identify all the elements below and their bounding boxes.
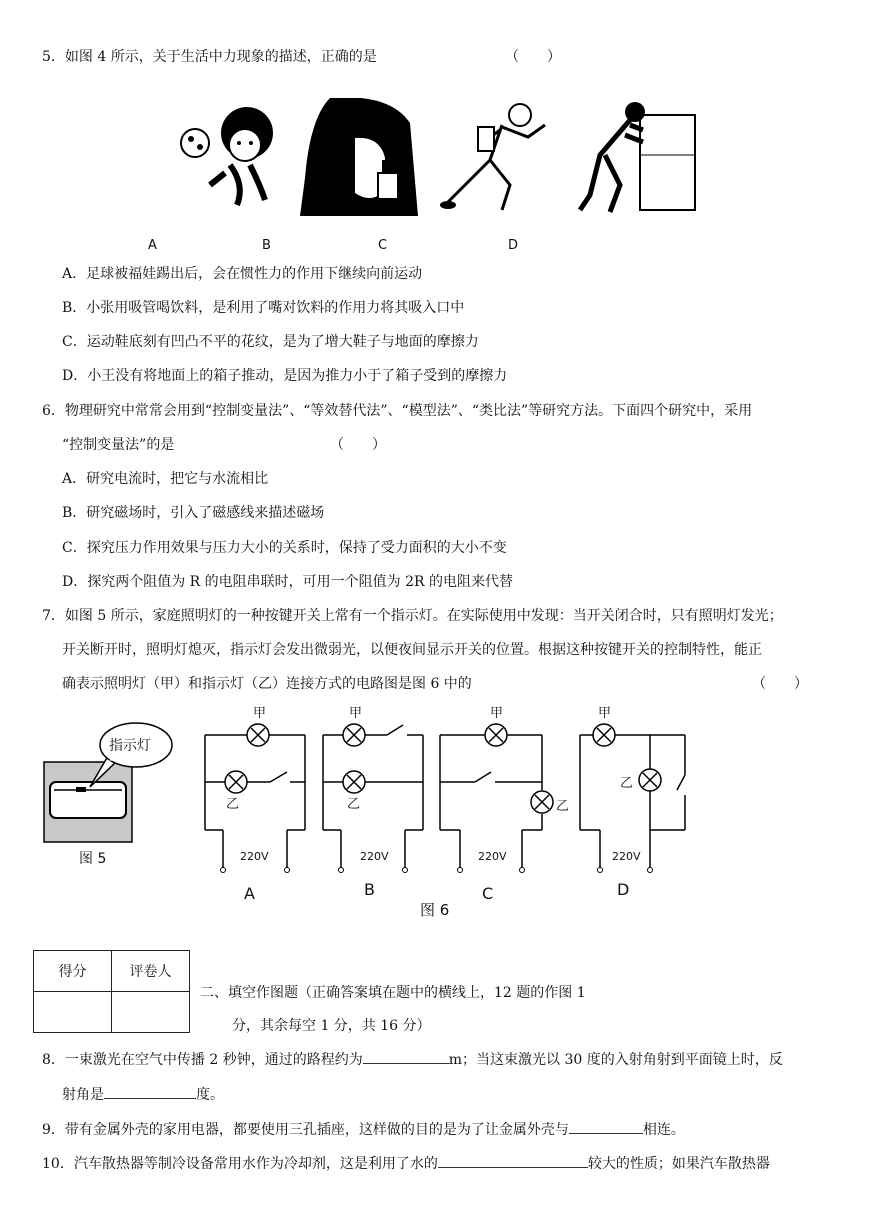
circuit-d-yi-label: 乙 bbox=[620, 776, 634, 791]
circuit-c-jia-label: 甲 bbox=[490, 706, 504, 721]
q5-answer-paren: （ ） bbox=[505, 49, 561, 65]
q8-blank-angle[interactable] bbox=[104, 1084, 196, 1099]
circuit-b-voltage: 220V bbox=[360, 850, 389, 863]
circuit-a bbox=[205, 724, 305, 868]
circuit-d-jia-label: 甲 bbox=[598, 706, 612, 721]
q9-text-1: 9．带有金属外壳的家用电器，都要使用三孔插座，这样做的目的是为了让金属外壳与 bbox=[42, 1122, 569, 1138]
grader-header: 评卷人 bbox=[112, 951, 190, 992]
score-table bbox=[33, 950, 190, 1033]
figure-d-man-pushing-box bbox=[575, 100, 700, 218]
figure-6-caption: 图 6 bbox=[420, 901, 450, 919]
score-cell[interactable] bbox=[34, 992, 112, 1033]
figure-5-caption: 图 5 bbox=[79, 851, 107, 867]
score-header: 得分 bbox=[34, 951, 112, 992]
q6-stem-line2: “控制变量法”的是 bbox=[62, 437, 175, 453]
q9-text-2: 相连。 bbox=[642, 1122, 685, 1138]
figure-a-fuwa-kicking-ball bbox=[175, 95, 285, 215]
q8-text-3: 射角是 bbox=[62, 1087, 104, 1103]
q6-stem-line1: 6．物理研究中常常会用到“控制变量法”、“等效替代法”、“模型法”、“类比法”等研究方法。下面四个研究中，采用 bbox=[42, 403, 753, 419]
figure-c-boy-running bbox=[440, 95, 560, 215]
section-2-heading-line2: 分，其余每空 1 分，共 16 分） bbox=[232, 1018, 431, 1034]
q10-text-2: 较大的性质；如果汽车散热器 bbox=[587, 1156, 770, 1172]
circuit-d-voltage: 220V bbox=[612, 850, 641, 863]
circuit-b bbox=[323, 724, 423, 868]
grader-cell[interactable] bbox=[112, 992, 190, 1033]
circuit-b-yi-label: 乙 bbox=[347, 797, 361, 812]
q8-blank-distance[interactable] bbox=[363, 1049, 449, 1064]
circuit-b-label: B bbox=[364, 880, 375, 899]
q5-option-a: A．足球被福娃踢出后，会在惯性力的作用下继续向前运动 bbox=[62, 266, 423, 282]
q8-text-1: 8．一束激光在空气中传播 2 秒钟，通过的路程约为 bbox=[42, 1052, 363, 1068]
q6-option-d: D．探究两个阻值为 R 的电阻串联时，可用一个阻值为 2R 的电阻来代替 bbox=[62, 574, 514, 590]
figure-label-d: D bbox=[508, 238, 519, 253]
figure-b-boy-drinking bbox=[300, 98, 430, 216]
figure-label-b: B bbox=[262, 238, 271, 253]
q7-stem-line1: 7．如图 5 所示，家庭照明灯的一种按键开关上常有一个指示灯。在实际使用中发现：当开关闭合时，只有照明灯发光； bbox=[42, 608, 783, 624]
q9-line bbox=[42, 1119, 685, 1140]
q8-text-2: m；当这束激光以 30 度的入射角射到平面镜上时，反 bbox=[448, 1052, 783, 1068]
q8-line2 bbox=[62, 1084, 224, 1105]
q10-text-1: 10．汽车散热器等制冷设备常用水作为冷却剂，这是利用了水的 bbox=[42, 1156, 438, 1172]
circuit-c-yi-label: 乙 bbox=[556, 799, 570, 814]
q7-answer-paren: （ ） bbox=[752, 676, 808, 692]
q8-text-4: 度。 bbox=[196, 1087, 224, 1103]
q5-stem: 5．如图 4 所示，关于生活中力现象的描述，正确的是 bbox=[42, 49, 377, 65]
circuit-a-jia-label: 甲 bbox=[253, 706, 267, 721]
q5-option-d: D．小王没有将地面上的箱子推动，是因为推力小于了箱子受到的摩擦力 bbox=[62, 368, 508, 384]
figure-label-c: C bbox=[378, 238, 388, 253]
q7-stem-line3: 确表示照明灯（甲）和指示灯（乙）连接方式的电路图是图 6 中的 bbox=[62, 676, 472, 692]
figure-5-bubble-label: 指示灯 bbox=[109, 738, 151, 754]
section-2-heading-line1: 二、填空作图题（正确答案填在题中的横线上，12 题的作图 1 bbox=[200, 985, 586, 1001]
q6-answer-paren: （ ） bbox=[330, 437, 386, 453]
circuit-d bbox=[580, 724, 685, 868]
q6-option-c: C．探究压力作用效果与压力大小的关系时，保持了受力面积的大小不变 bbox=[62, 540, 507, 556]
q10-blank[interactable] bbox=[438, 1153, 588, 1168]
q7-stem-line2: 开关断开时，照明灯熄灭，指示灯会发出微弱光，以便夜间显示开关的位置。根据这种按键开关的控制特性，能正 bbox=[62, 642, 762, 658]
q8-line1 bbox=[42, 1049, 783, 1070]
circuit-a-label: A bbox=[244, 884, 255, 903]
circuit-c bbox=[440, 724, 553, 868]
circuit-b-jia-label: 甲 bbox=[349, 706, 363, 721]
q9-blank[interactable] bbox=[569, 1119, 643, 1134]
q10-line bbox=[42, 1153, 770, 1174]
circuit-d-label: D bbox=[617, 880, 630, 899]
circuit-a-yi-label: 乙 bbox=[226, 797, 240, 812]
circuit-c-voltage: 220V bbox=[478, 850, 507, 863]
q5-option-b: B．小张用吸管喝饮料，是利用了嘴对饮料的作用力将其吸入口中 bbox=[62, 300, 465, 316]
q5-option-c: C．运动鞋底刻有凹凸不平的花纹，是为了增大鞋子与地面的摩擦力 bbox=[62, 334, 479, 350]
figure-label-a: A bbox=[148, 238, 157, 253]
circuit-a-voltage: 220V bbox=[240, 850, 269, 863]
q6-option-b: B．研究磁场时，引入了磁感线来描述磁场 bbox=[62, 505, 325, 521]
q6-option-a: A．研究电流时，把它与水流相比 bbox=[62, 471, 269, 487]
circuit-c-label: C bbox=[482, 884, 494, 903]
